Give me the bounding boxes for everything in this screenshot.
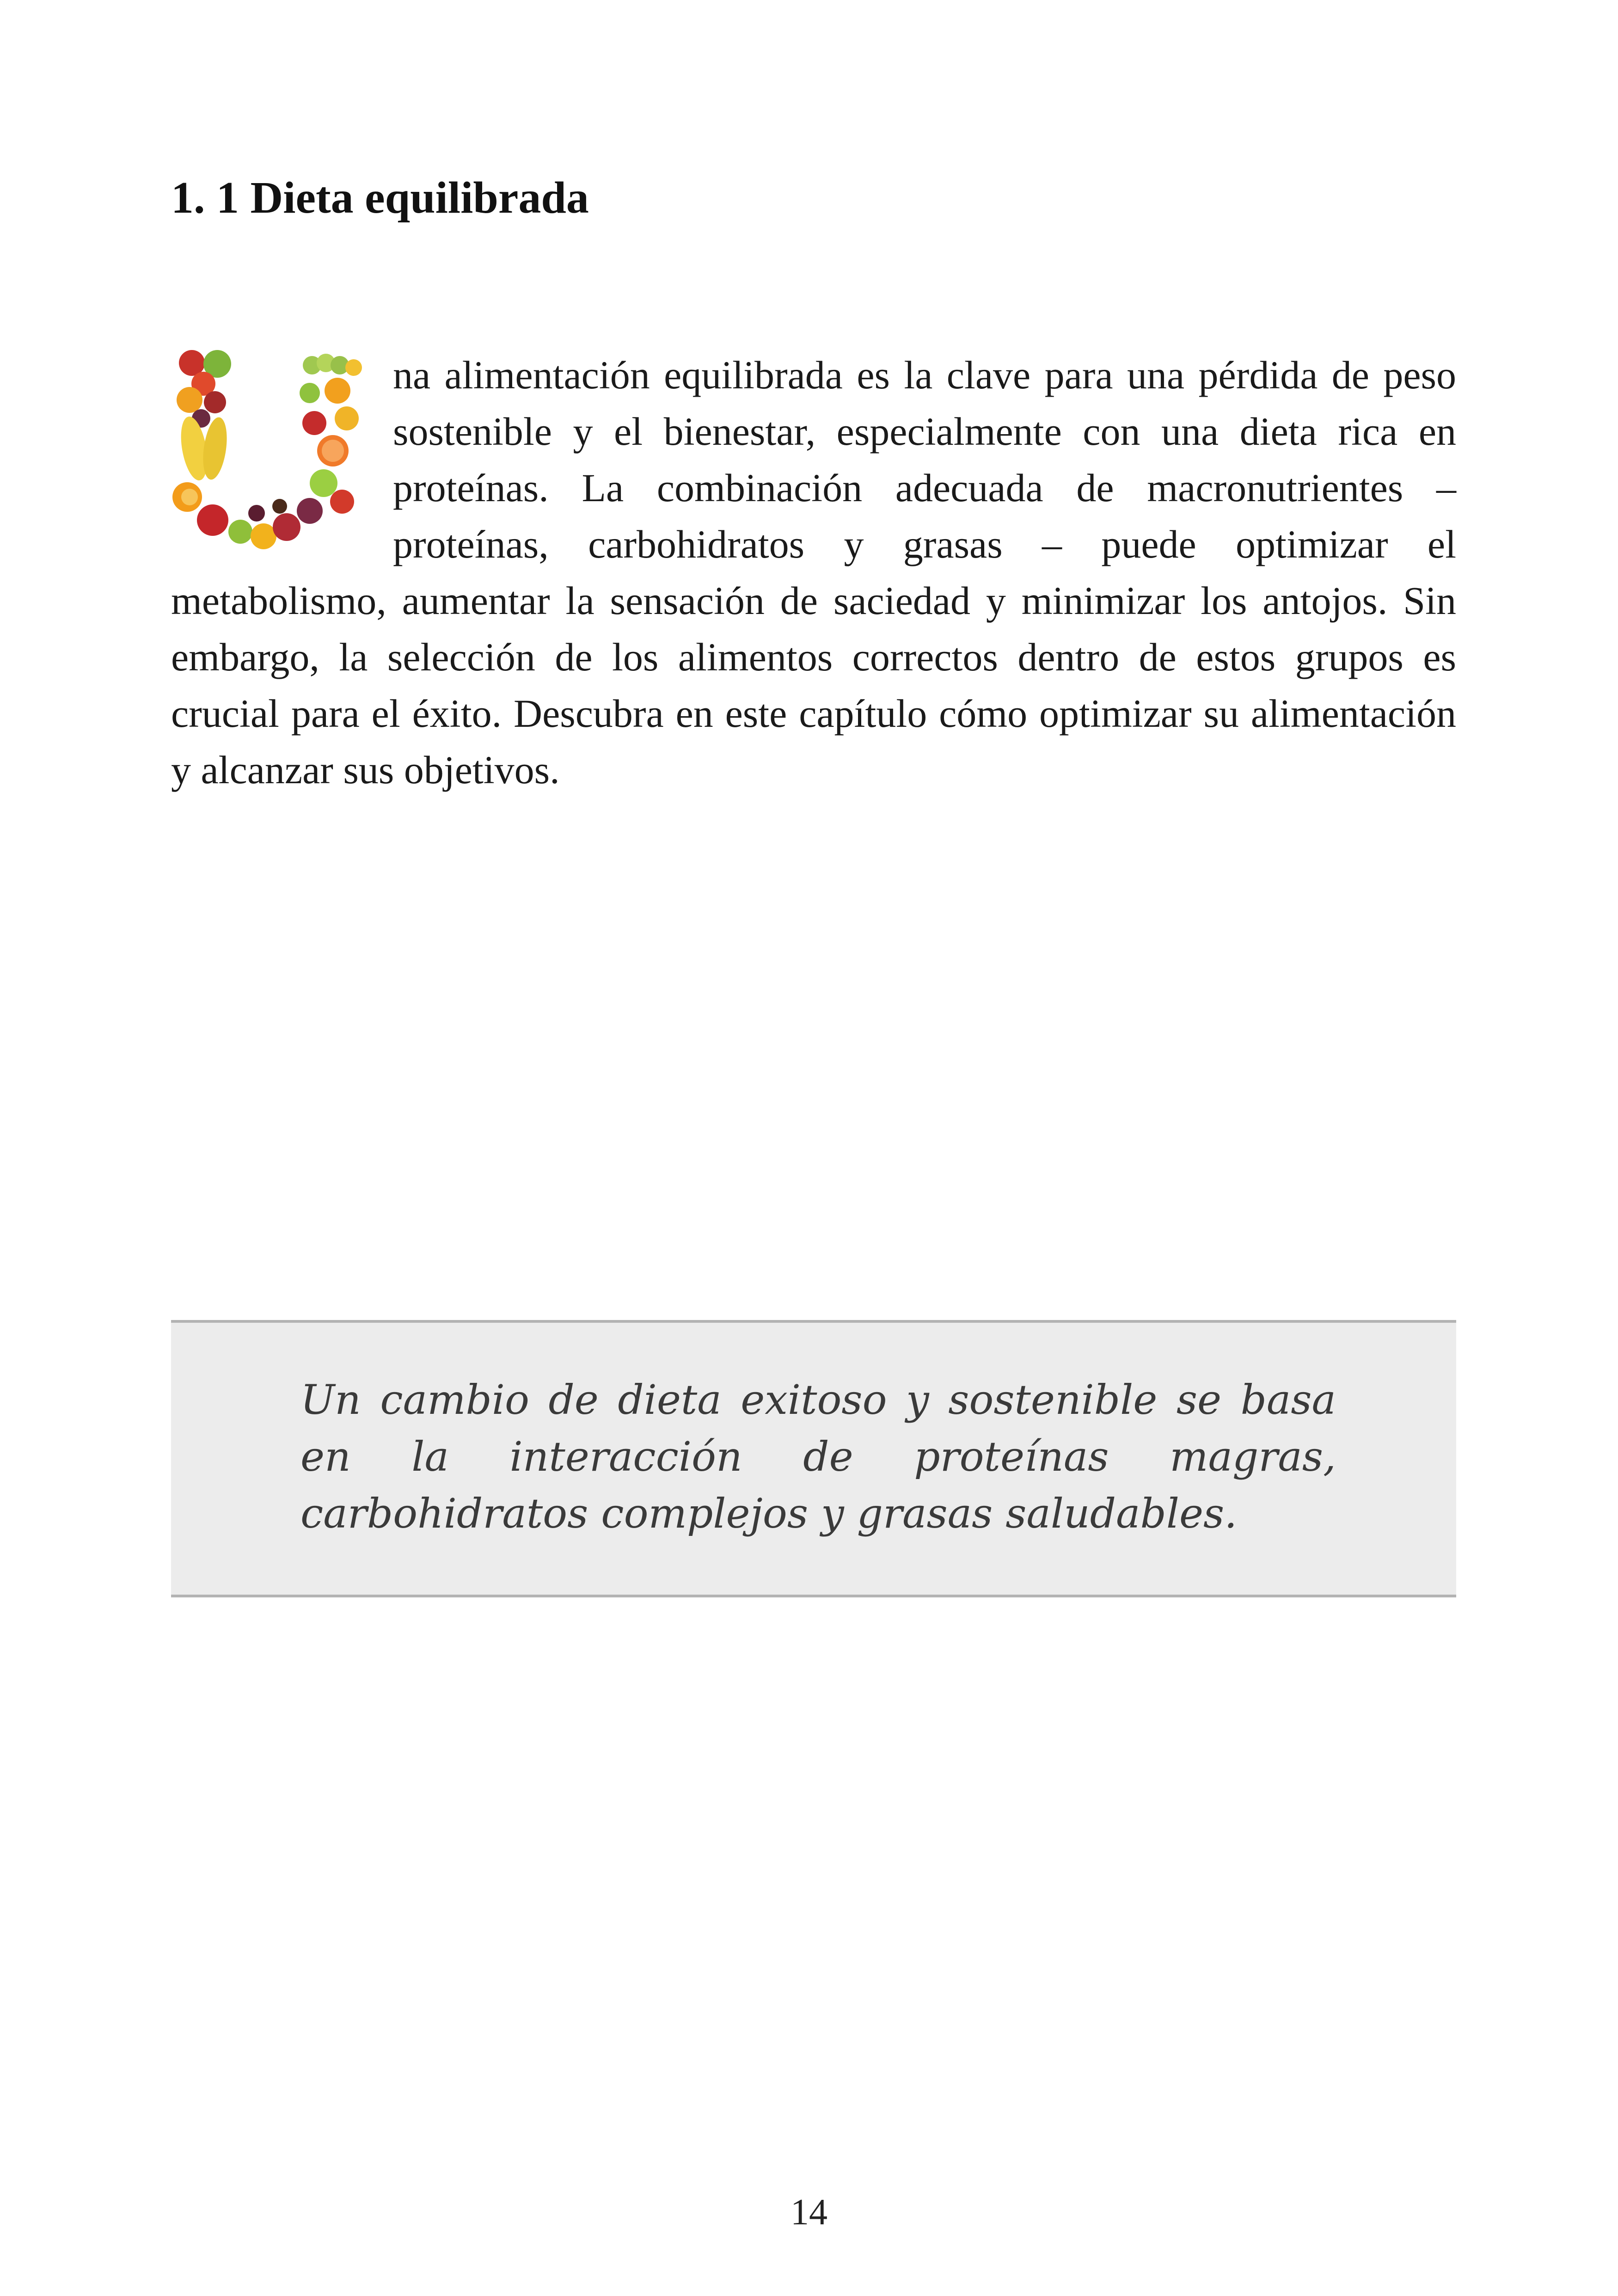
callout-text: Un cambio de dieta exitoso y sostenible se basa en la interacción de proteínas magras, carbohidratos complejos y grasas saludables. — [300, 1376, 1336, 1537]
section-heading: 1. 1 Dieta equilibrada — [171, 173, 589, 223]
fruit-letter-u-illustration — [171, 349, 365, 562]
page-number: 14 — [791, 2192, 827, 2233]
body-paragraph-block — [171, 347, 1456, 798]
highlight-callout-box — [171, 1320, 1456, 1597]
fruit-u-drawing — [171, 349, 365, 562]
body-paragraph: na alimentación equilibrada es la clave para una pérdida de peso sostenible y el bienestar, especialmente con una dieta rica en proteínas. La combinación adecuada de macronutrientes – proteínas, carbohidratos y grasas – puede optimizar el metabolismo, aumentar la sensación de saciedad y minimizar los antojos. Sin embargo, la selección de los alimentos correctos dentro de estos grupos es crucial para el éxito. Descubra en este capítulo cómo optimizar su alimentación y alcanzar sus objetivos. — [171, 353, 1456, 792]
